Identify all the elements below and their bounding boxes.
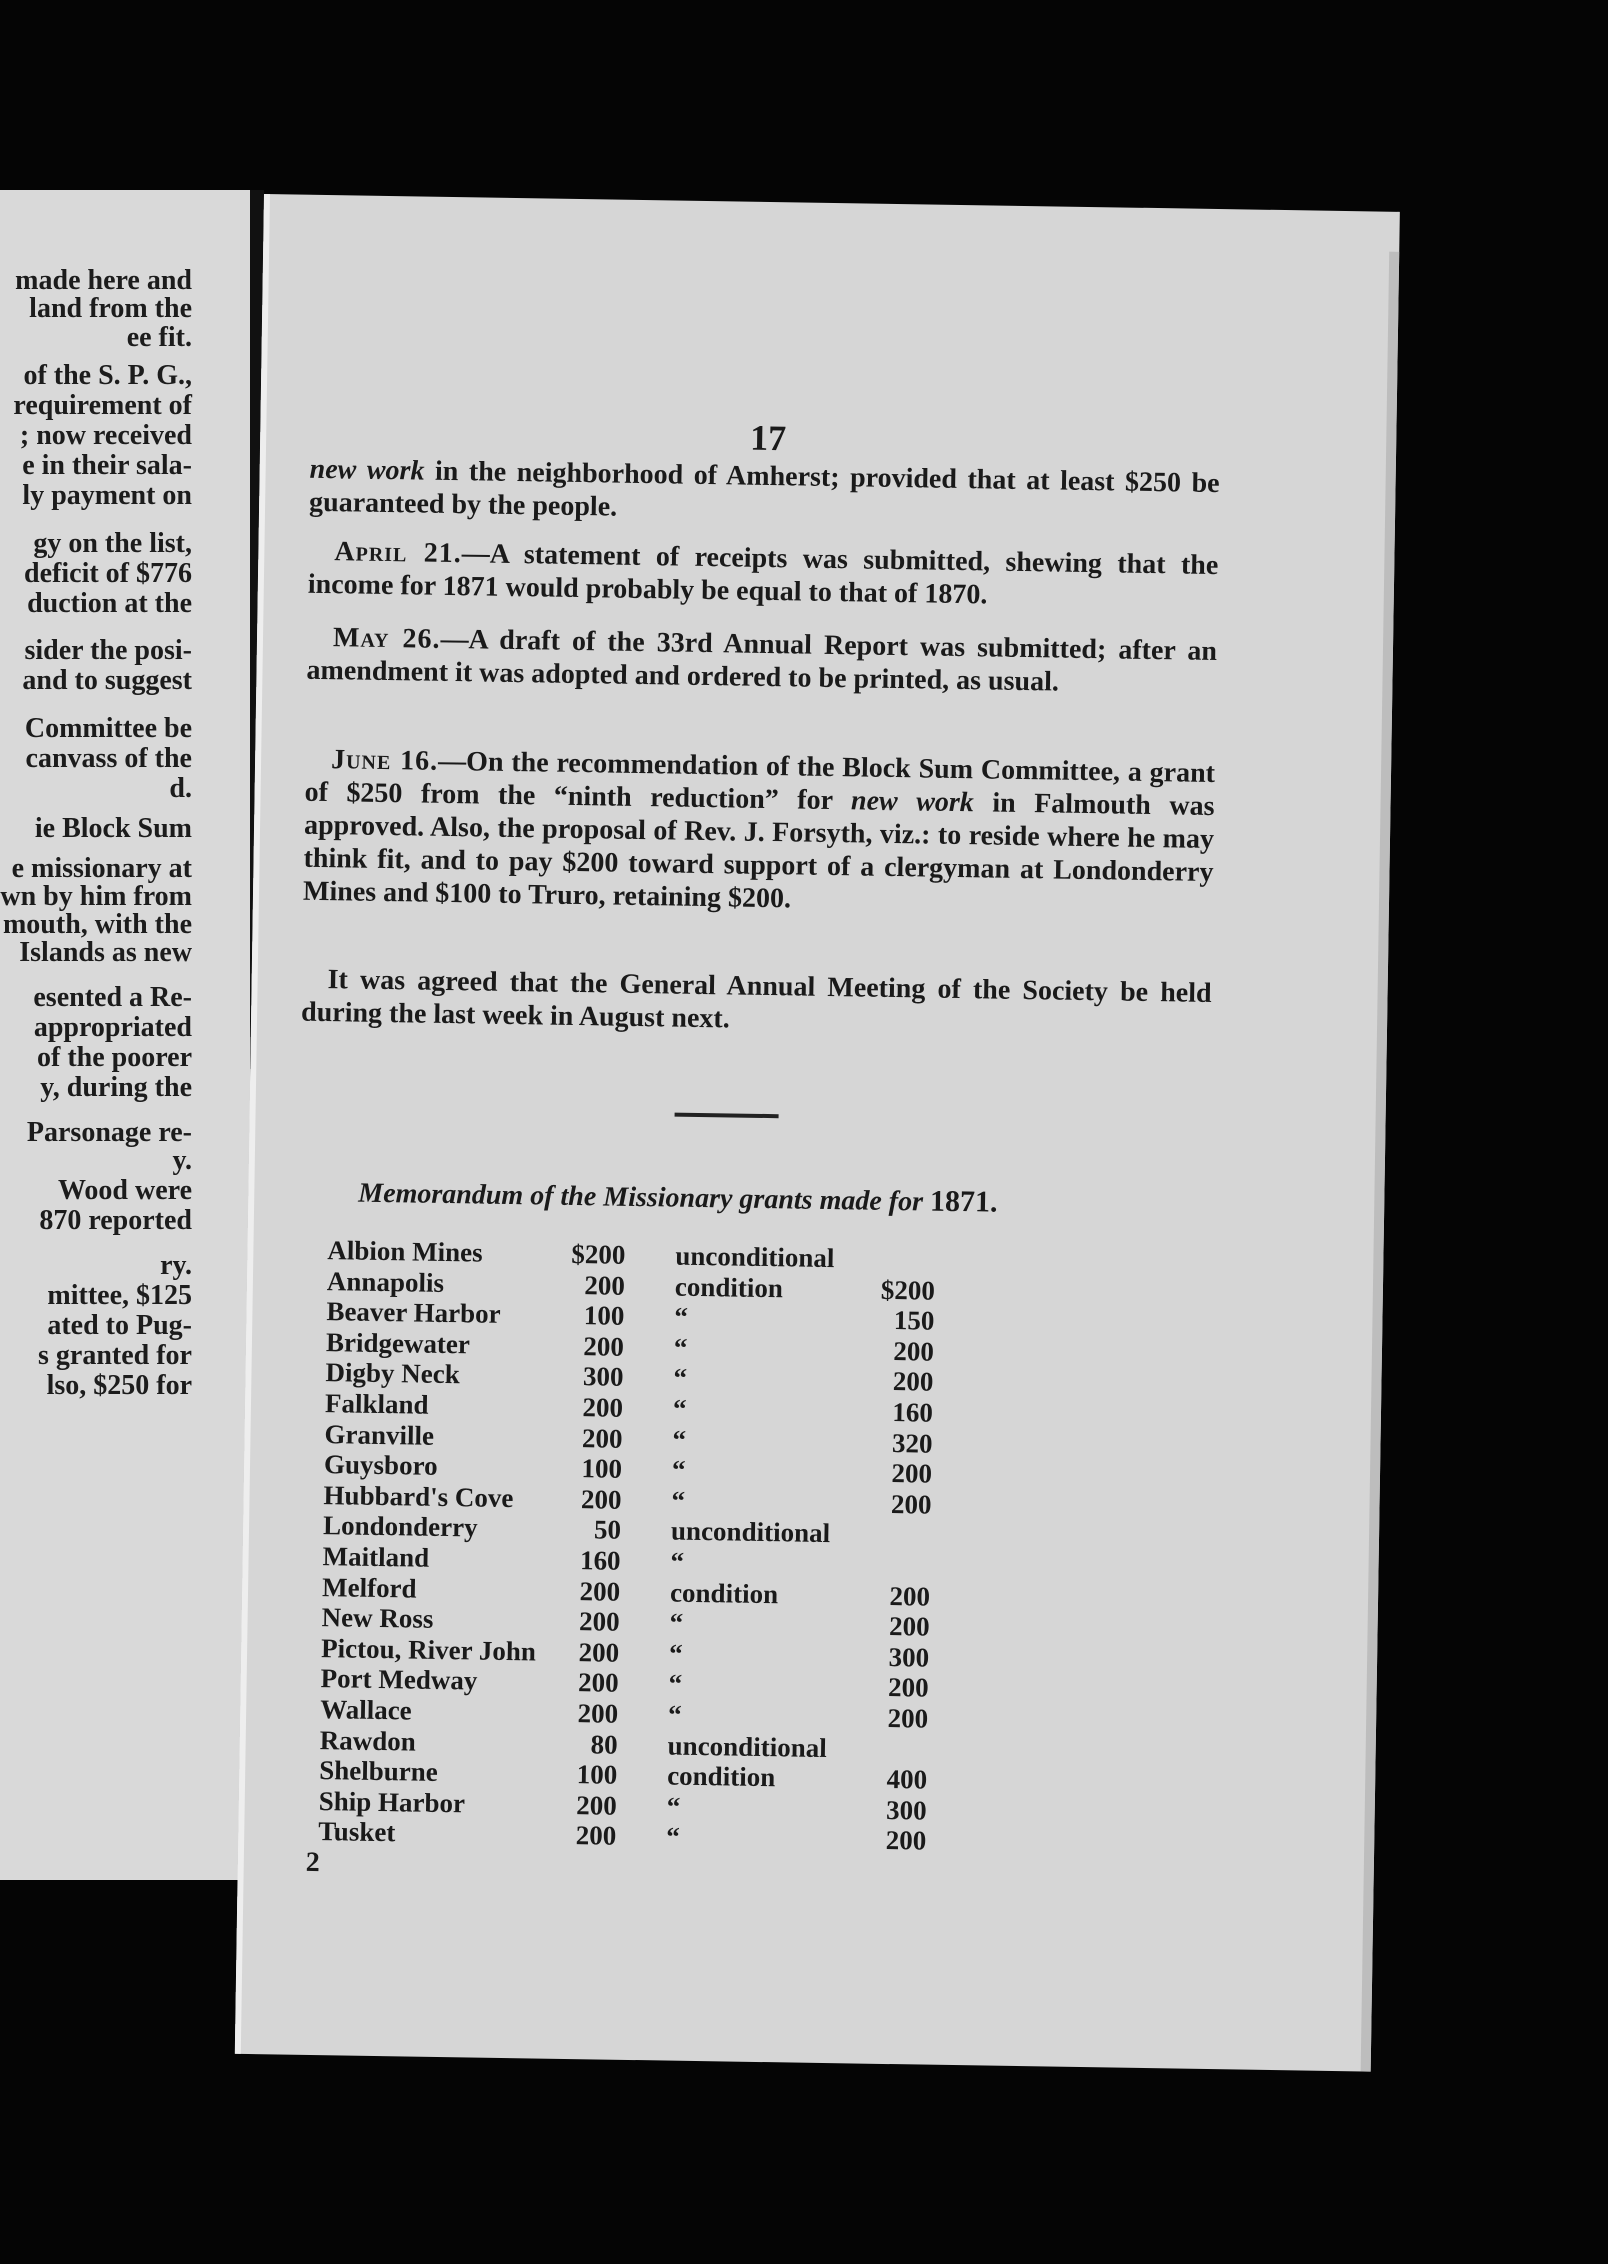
left-page-line: canvass of the [25, 743, 192, 774]
grant-amount: 200 [580, 1483, 622, 1515]
grant-condition-amount: 200 [885, 1825, 927, 1856]
grant-condition: “ [669, 1607, 684, 1638]
left-page-line: ie Block Sum [34, 813, 192, 844]
left-page-line: Committee be [24, 713, 192, 744]
grant-place: Ship Harbor [318, 1785, 466, 1819]
grant-condition-amount: 200 [887, 1672, 929, 1703]
grant-place: Albion Mines [327, 1235, 483, 1268]
left-page-line: e in their sala- [22, 450, 192, 481]
left-page-line: made here and [15, 265, 192, 296]
left-page-line: of the S. P. G., [23, 360, 192, 391]
memorandum-year: 1871. [929, 1184, 998, 1219]
grant-amount: 200 [581, 1422, 623, 1454]
grant-amount: 80 [590, 1728, 618, 1760]
paragraph-text: in Falmouth was approved. Also, the proposal of Rev. J. Forsyth, viz.: to reside where he may think fit, and to pay $200 toward support of a clergyman at Londonderry Mines and $100 to Truro, retaining $200. [302, 787, 1215, 915]
grant-amount: 200 [578, 1636, 620, 1668]
left-page-line: appropriated [33, 1012, 192, 1043]
left-page-line: ee fit. [126, 322, 192, 353]
spacer [622, 1454, 672, 1485]
grant-condition-amount: 200 [892, 1366, 934, 1398]
italic-new-work: new work [850, 785, 975, 819]
grant-amount: $200 [571, 1238, 626, 1270]
grant-place: Pictou, River John [320, 1632, 537, 1667]
paragraph-text: —A draft of the 33rd Annual Report was submitted; after an amendment it was adopted and ordered to be printed, as usual. [306, 623, 1218, 698]
grant-condition-amount: 200 [891, 1458, 933, 1489]
spacer [625, 1270, 675, 1301]
left-page-line: 870 reported [39, 1205, 192, 1236]
left-page [0, 190, 250, 1880]
right-page [235, 194, 1400, 2072]
grant-amount: 200 [577, 1667, 619, 1699]
spacer [616, 1790, 666, 1821]
spacer [621, 1515, 671, 1546]
left-page-line: esented a Re- [33, 982, 192, 1013]
left-page-line: y. [172, 1145, 192, 1176]
left-page-line: Parsonage re- [26, 1117, 192, 1148]
spacer [616, 1821, 666, 1852]
spacer [617, 1729, 667, 1760]
grant-place: Granville [324, 1418, 435, 1451]
entry-date: June 16. [330, 744, 439, 777]
grant-amount: 200 [576, 1789, 617, 1821]
grant-condition: “ [671, 1485, 686, 1516]
grant-amount: 100 [581, 1453, 623, 1484]
grant-amount: 200 [579, 1575, 621, 1607]
left-page-line: and to suggest [22, 665, 192, 696]
left-page-line: s granted for [38, 1340, 192, 1371]
grant-place: Maitland [322, 1541, 430, 1573]
grant-place: New Ross [321, 1602, 434, 1634]
grant-place: Melford [321, 1571, 417, 1604]
left-page-line: requirement of [13, 390, 192, 421]
grants-table [318, 1235, 1148, 1860]
grant-condition: “ [674, 1301, 689, 1332]
paragraph-june [303, 743, 1215, 922]
left-page-line: e missionary at [11, 853, 192, 884]
grant-amount: 50 [593, 1514, 622, 1546]
grant-condition-amount: $200 [880, 1274, 936, 1306]
grant-place: Londonderry [322, 1510, 478, 1543]
spacer [618, 1668, 668, 1699]
grant-condition: “ [668, 1668, 683, 1700]
grant-condition-amount: 150 [893, 1305, 935, 1336]
grant-condition-amount: 400 [886, 1764, 928, 1795]
grant-condition: “ [672, 1393, 687, 1424]
grant-condition: condition [674, 1271, 784, 1303]
grant-amount: 200 [582, 1392, 624, 1423]
grant-condition-amount [865, 1244, 935, 1276]
paragraph-text: —A statement of receipts was submitted, shewing that the income for 1871 would probably be equal to that of 1870. [307, 538, 1219, 611]
grant-place: Falkland [324, 1388, 429, 1420]
grant-place: Bridgewater [325, 1326, 471, 1360]
grant-condition-amount: 200 [893, 1335, 935, 1367]
left-page-line: land from the [29, 293, 192, 324]
left-page-line: duction at the [27, 588, 192, 619]
left-page-line: of the poorer [37, 1042, 192, 1073]
grant-amount: 200 [584, 1269, 626, 1301]
spacer [617, 1760, 667, 1791]
grant-amount: 200 [578, 1606, 620, 1637]
grant-place: Annapolis [326, 1265, 445, 1298]
spacer [622, 1423, 672, 1454]
grant-condition-amount: 300 [888, 1641, 930, 1673]
grant-condition-amount: 200 [888, 1611, 930, 1642]
left-page-line: wn by him from [0, 881, 192, 912]
spacer [620, 1546, 670, 1577]
grant-condition-amount: 160 [892, 1396, 934, 1428]
spacer [623, 1362, 673, 1393]
grant-amount: 300 [582, 1361, 624, 1393]
spacer [621, 1485, 671, 1516]
spacer [623, 1393, 673, 1424]
paragraph-text: —On the recommendation of the Block Sum Committee, a grant of $250 from the “ninth reduction” for [304, 745, 1216, 817]
grant-condition: “ [667, 1699, 682, 1730]
grant-condition-amount [860, 1549, 930, 1581]
paragraph-may [306, 621, 1217, 701]
grant-condition: unconditional [670, 1515, 831, 1549]
grant-condition-amount: 300 [885, 1794, 927, 1826]
memorandum-heading [358, 1176, 998, 1220]
left-page-line: mittee, $125 [47, 1280, 192, 1311]
grant-condition: “ [671, 1454, 686, 1485]
spacer [619, 1637, 669, 1668]
paragraph-text: in the neighborhood of Amherst; provided that at least $250 be guaranteed by the people. [308, 455, 1220, 523]
entry-date: April 21. [334, 536, 463, 570]
grant-condition: “ [672, 1424, 687, 1455]
left-page-line: y, during the [40, 1072, 192, 1103]
left-page-line: ; now received [19, 420, 192, 451]
spacer [624, 1301, 674, 1332]
grant-condition: “ [670, 1546, 685, 1577]
spacer [624, 1332, 674, 1363]
grant-place: Beaver Harbor [326, 1296, 501, 1330]
left-page-line: ly payment on [22, 480, 192, 511]
grant-condition: “ [668, 1638, 683, 1669]
left-page-line: sider the posi- [24, 635, 192, 666]
grant-condition: condition [666, 1760, 776, 1793]
grant-place: Guysboro [323, 1449, 438, 1482]
grant-condition-amount [857, 1733, 927, 1765]
grant-condition: condition [669, 1577, 779, 1609]
grant-condition-amount: 200 [887, 1702, 929, 1734]
signature-mark: 2 [305, 1846, 321, 1879]
paragraph-april [308, 535, 1219, 615]
left-page-line: ated to Pug- [47, 1310, 192, 1341]
grant-condition: unconditional [667, 1730, 827, 1763]
grant-place: Shelburne [319, 1755, 439, 1788]
grant-amount: 200 [575, 1820, 617, 1852]
grant-condition: “ [673, 1332, 688, 1363]
spacer [618, 1699, 668, 1730]
left-page-line: lso, $250 for [46, 1370, 192, 1401]
italic-new-work: new work [309, 453, 425, 487]
paragraph-meeting: It was agreed that the General Annual Meeting of the Society be held during the last week in August next. [300, 964, 1212, 1035]
spacer [620, 1576, 670, 1607]
left-page-line: ry. [160, 1250, 192, 1281]
left-page-line: Wood were [57, 1175, 192, 1206]
grant-amount: 200 [583, 1330, 625, 1362]
left-page-line: d. [169, 773, 192, 804]
grant-condition-amount: 320 [891, 1427, 933, 1459]
left-page-line: Islands as new [19, 937, 192, 968]
grant-amount: 200 [577, 1698, 619, 1729]
left-page-line: deficit of $776 [24, 558, 192, 589]
page-number: 17 [749, 417, 787, 459]
left-page-line: mouth, with the [2, 909, 192, 940]
entry-date: May 26. [332, 622, 441, 655]
section-divider [675, 1113, 779, 1119]
left-page-line: gy on the list, [33, 528, 192, 559]
grant-amount: 160 [579, 1545, 621, 1576]
memorandum-title: Memorandum of the Missionary grants made for [358, 1177, 924, 1218]
grant-place: Rawdon [319, 1724, 416, 1757]
grant-place: Port Medway [320, 1663, 478, 1696]
grant-amount: 100 [583, 1300, 625, 1331]
grant-place: Tusket [318, 1816, 396, 1848]
spacer [619, 1607, 669, 1638]
paragraph-amherst [309, 453, 1220, 533]
grant-condition-amount: 200 [889, 1580, 931, 1612]
grant-condition-amount: 200 [890, 1488, 932, 1520]
grant-place: Digby Neck [325, 1357, 460, 1390]
grant-condition-amount [861, 1519, 931, 1551]
grant-condition: unconditional [675, 1240, 835, 1274]
grant-place: Hubbard's Cove [323, 1479, 514, 1513]
grant-place: Wallace [319, 1693, 412, 1726]
grant-condition: “ [666, 1791, 681, 1822]
spacer [625, 1240, 675, 1271]
grant-condition: “ [673, 1362, 688, 1394]
grant-amount: 100 [576, 1759, 618, 1790]
grant-condition: “ [666, 1821, 680, 1853]
